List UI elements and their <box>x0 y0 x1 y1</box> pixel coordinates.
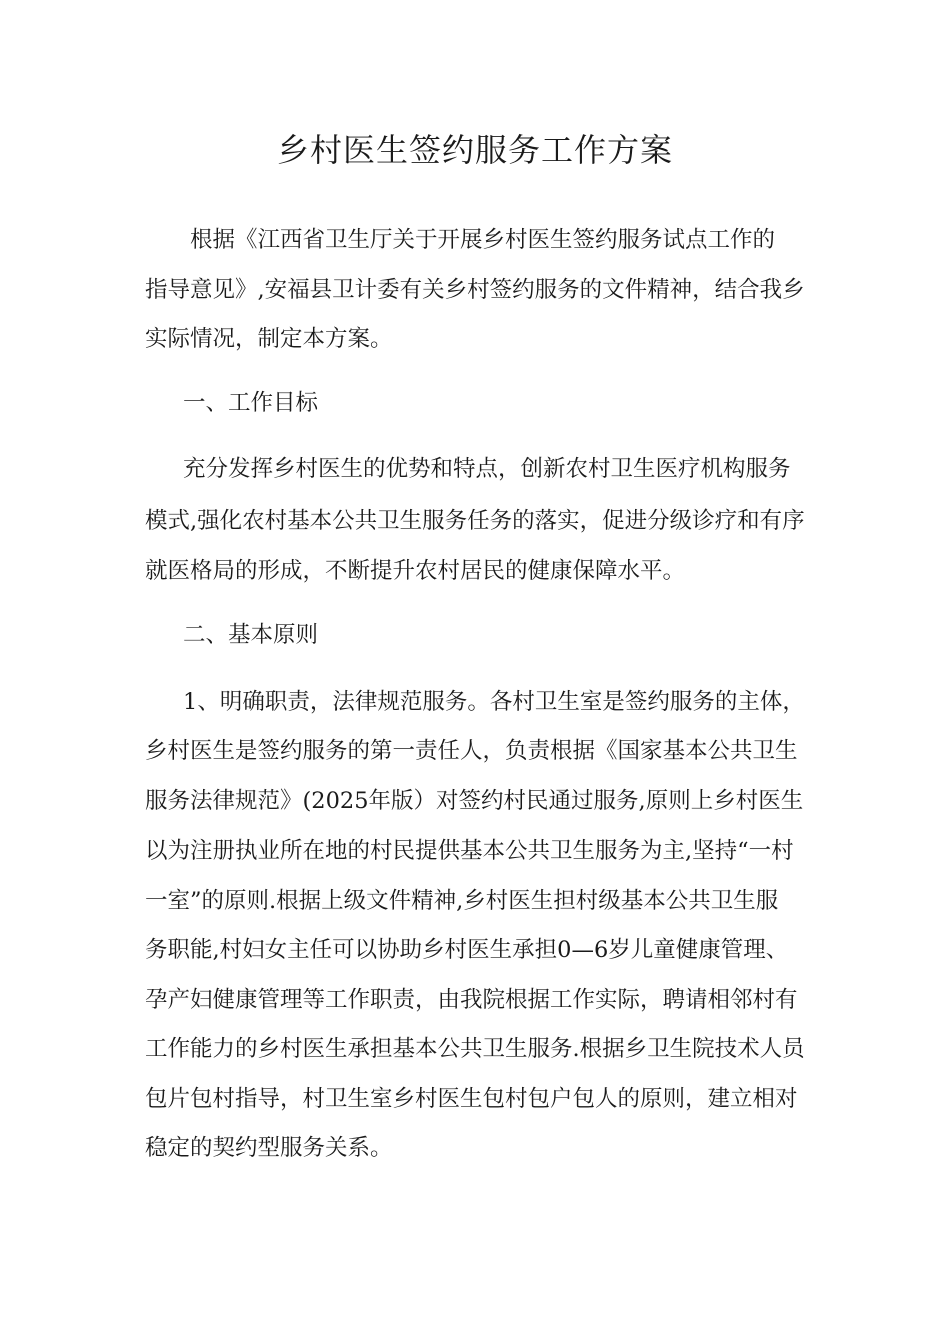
goals-line-3: 就医格局的形成，不断提升农村居民的健康保障水平。 <box>145 558 686 584</box>
principle-line-5: 一室”的原则.根据上级文件精神,乡村医生担村级基本公共卫生服 <box>145 888 779 914</box>
goals-line-1: 充分发挥乡村医生的优势和特点，创新农村卫生医疗机构服务 <box>183 456 791 482</box>
principle-line-6: 务职能,村妇女主任可以协助乡村医生承担0—6岁儿童健康管理、 <box>145 937 789 963</box>
principle-line-1: 1、明确职责，法律规范服务。各村卫生室是签约服务的主体， <box>183 689 805 715</box>
intro-line-1: 根据《江西省卫生厅关于开展乡村医生签约服务试点工作的 <box>145 227 776 253</box>
principle-line-4: 以为注册执业所在地的村民提供基本公共卫生服务为主,坚持“一村 <box>145 838 794 864</box>
goals-line-2: 模式,强化农村基本公共卫生服务任务的落实，促进分级诊疗和有序 <box>145 508 805 534</box>
section-heading-goals: 一、工作目标 <box>183 390 319 416</box>
principle-line-2: 乡村医生是签约服务的第一责任人，负责根据《国家基本公共卫生 <box>145 738 798 764</box>
principle-line-7: 孕产妇健康管理等工作职责，由我院根据工作实际，聘请相邻村有 <box>145 987 798 1013</box>
intro-line-3: 实际情况，制定本方案。 <box>145 326 393 352</box>
principle-line-3: 服务法律规范》(2025年版）对签约村民通过服务,原则上乡村医生 <box>145 788 804 814</box>
document-title: 乡村医生签约服务工作方案 <box>276 131 673 169</box>
principle-line-10: 稳定的契约型服务关系。 <box>145 1135 393 1161</box>
intro-line-2: 指导意见》,安福县卫计委有关乡村签约服务的文件精神，结合我乡 <box>145 277 805 303</box>
section-heading-principles: 二、基本原则 <box>183 622 319 648</box>
principle-line-9: 包片包村指导，村卫生室乡村医生包村包户包人的原则，建立相对 <box>145 1086 798 1112</box>
principle-line-8: 工作能力的乡村医生承担基本公共卫生服务.根据乡卫生院技术人员 <box>145 1036 805 1062</box>
